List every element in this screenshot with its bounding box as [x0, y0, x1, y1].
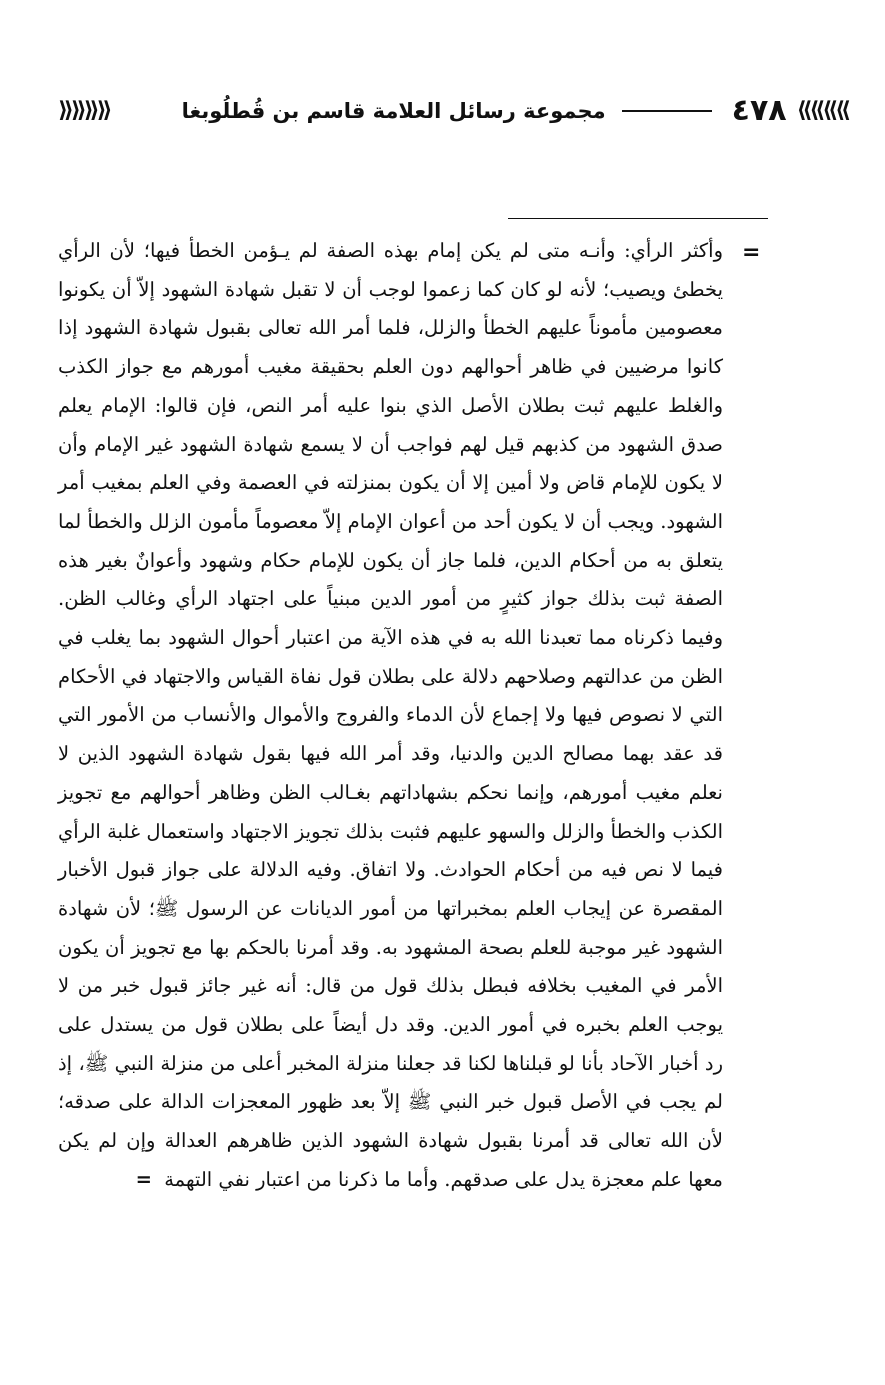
- continuation-mark-start: =: [742, 240, 761, 265]
- continuation-mark-end: =: [135, 1167, 153, 1191]
- header-title: مجموعة رسائل العلامة قاسم بن قُطلُوبغا: [181, 98, 606, 123]
- footnote-text: وأكثر الرأي: وأنـه متى لم يكن إمام بهذه الصفة لم يـؤمن الخطأ فيها؛ لأن الرأي يخطئ ويصيب؛ لأنه لو كان كما زعموا لوجب أن لا تقبل شهادة الشهود إلاّ أن يكونوا معصومين مأموناً عليهم الخطأ والزلل، فلما أمر الله تعالى بقبول شهادة الشهود إذا كانوا مرضيين في ظاهر أحوالهم دون العلم بحقيقة مغيب أمورهم مع جواز الكذب والغلط عليهم ثبت بطلان الأصل الذي بنوا عليه أمر النص، فإن قالوا: الإمام يعلم صدق الشهود من كذبهم قيل لهم فواجب أن لا يسمع شهادة الشهود غير الإمام وأن لا يكون للإمام قاض ولا أمين إلا أن يكون بمنزلته في العصمة وفي العلم بمغيب أمر الشهود. ويجب أن لا يكون أحد من أعوان الإمام إلاّ معصوماً مأمون الزلل والخطأ لما يتعلق به من أحكام الدين، فلما جاز أن يكون للإمام حكام وشهود وأعوانٌ بغير هذه الصفة ثبت بذلك جواز كثيرٍ من أمور الدين مبنياً على اجتهاد الرأي وغالب الظن. وفيما ذكرناه مما تعبدنا الله به في هذه الآية من اعتبار أحوال الشهود بما يغلب في الظن من عدالتهم وصلاحهم دلالة على بطلان قول نفاة القياس والاجتهاد في الأحكام التي لا نصوص فيها ولا إجماع لأن الدماء والفروج والأموال والأنساب من الأمور التي قد عقد بهما مصالح الدين والدنيا، وقد أمر الله فيها بقول شهادة الشهود الذين لا نعلم مغيب أمورهم، وإنما نحكم بشهاداتهم بغـالب الظن وظاهر أحوالهم مع تجويز الكذب والخطأ والزلل والسهو عليهم فثبت بذلك تجويز الاجتهاد واستعمال غلبة الرأي فيما لا نص فيه من أحكام الحوادث. ولا اتفاق. وفيه الدلالة على جواز قبول الأخبار المقصرة عن إيجاب العلم بمخبراتها من أمور الديانات عن الرسول ﷺ؛ لأن شهادة الشهود غير موجبة للعلم بصحة المشهود به. وقد أمرنا بالحكم بها مع تجويز أن يكون الأمر في المغيب بخلافه فبطل بذلك قول من قال: أنه غير جائز قبول خبر من لا يوجب العلم بخبره في أمور الدين. وقد دل أيضاً على بطلان قول من يستدل على رد أخبار الآحاد بأنا لو قبلناها لكنا قد جعلنا منزلة المخبر أعلى من منزلة النبي ﷺ، إذ لم يجب في الأصل قبول خبر النبي ﷺ إلاّ بعد ظهور المعجزات الدالة على صدقه؛ لأن الله تعالى قد أمرنا بقبول شهادة الشهود الذين ظاهرهم العدالة وإن لم يكن معها علم معجزة يدل على صدقهم. وأما ما ذكرنا من اعتبار نفي التهمة: [58, 239, 723, 1191]
- page-number: ٤٧٨: [731, 93, 787, 128]
- ornament-right-icon: ⟪⟪⟪⟪: [796, 98, 848, 123]
- header-left-group: [58, 100, 109, 122]
- ornament-left-icon: ⟫⟫⟫⟫: [58, 98, 110, 123]
- running-header: [58, 86, 848, 136]
- header-dash-divider: [622, 110, 712, 112]
- header-right-group: [181, 93, 848, 128]
- footnote-body: [58, 232, 723, 1200]
- footnote-separator: [508, 218, 768, 219]
